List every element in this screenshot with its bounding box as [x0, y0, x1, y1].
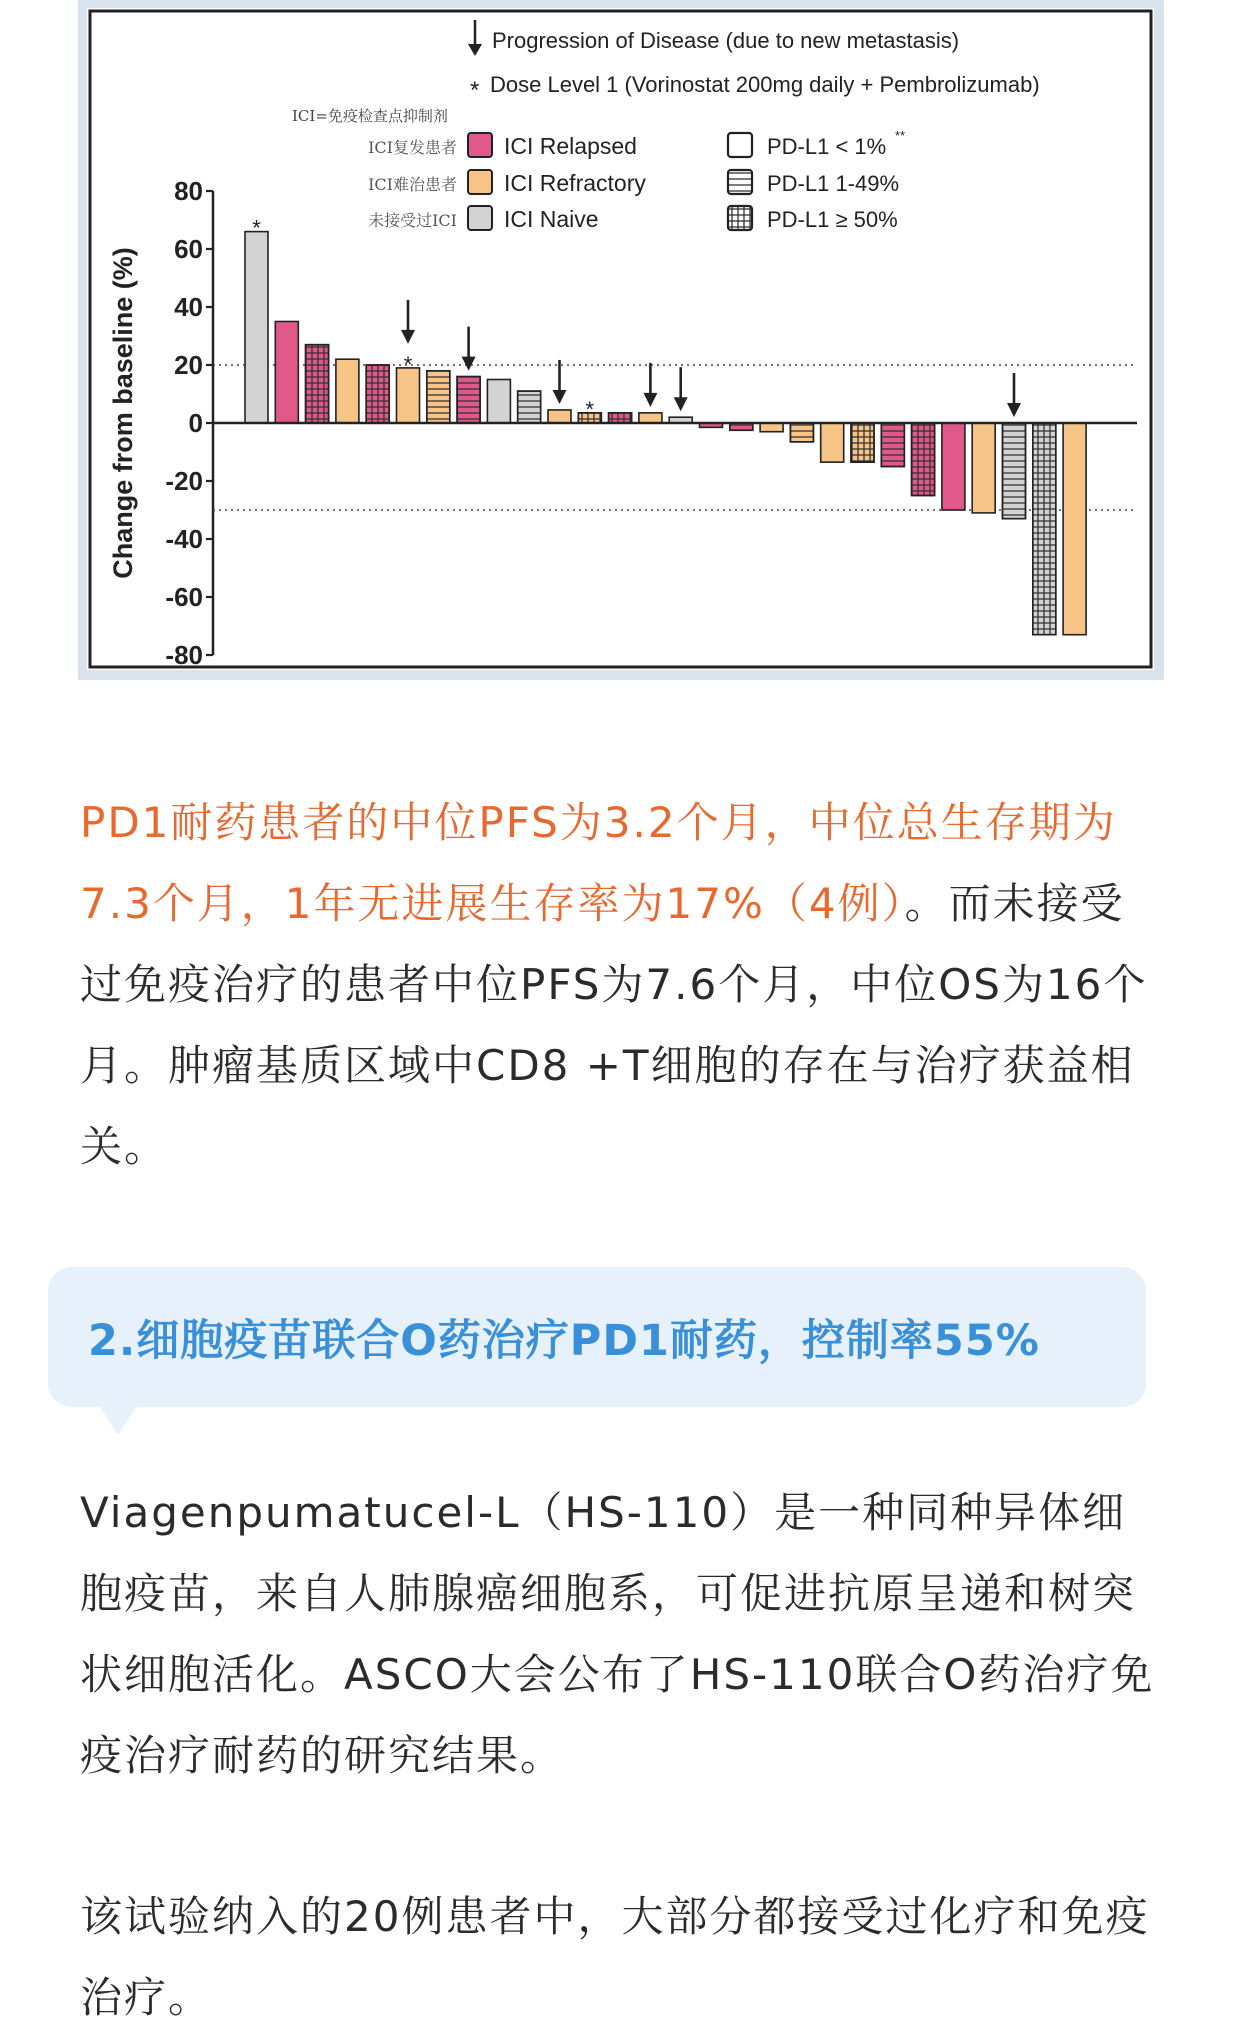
- progression-arrow-head: [401, 330, 415, 344]
- y-tick-label: 20: [174, 350, 203, 380]
- dose-level-star: *: [252, 215, 261, 241]
- bar-pattern: [912, 423, 935, 496]
- paragraph-pfs: [80, 782, 1162, 1187]
- legend-pdl1-low-label: PD-L1 < 1%: [767, 134, 887, 159]
- paragraph-pfs-highlight: PD1耐药患者的中位PFS为3.2个月，中位总生存期为7.3个月，1年无进展生存率为17%（4例）: [80, 798, 1117, 928]
- legend-refractory-label: ICI Refractory: [504, 170, 646, 196]
- bar-pattern: [1003, 423, 1026, 519]
- legend-group-naive: [368, 206, 598, 232]
- legend-pdl1-high: [728, 206, 898, 232]
- waterfall-chart: [87, 8, 1154, 670]
- bar: [548, 410, 571, 423]
- paragraph-trial: 该试验纳入的20例患者中，大部分都接受过化疗和免疫治疗。: [80, 1892, 1150, 2022]
- legend-group-refractory: [368, 170, 646, 196]
- bar-pattern: [1033, 423, 1056, 635]
- legend-relapsed-swatch: [468, 133, 492, 157]
- legend-naive-swatch: [468, 206, 492, 230]
- bar-pattern: [790, 423, 813, 442]
- legend-refractory-swatch: [468, 170, 492, 194]
- y-tick-label: 40: [174, 292, 203, 322]
- progression-arrow-head: [1007, 403, 1021, 417]
- y-tick-label: 80: [174, 176, 203, 206]
- figure-canvas: [87, 8, 1154, 670]
- bar-pattern: [609, 413, 632, 423]
- legend-pdl1-high-swatch: [728, 206, 752, 230]
- legend-pdl1-mid-swatch: [728, 170, 752, 194]
- y-tick-label: -20: [165, 466, 203, 496]
- waterfall-figure: [78, 0, 1164, 680]
- legend-dose-label: Dose Level 1 (Vorinostat 200mg daily + Pembrolizumab): [490, 72, 1040, 97]
- bar-pattern: [457, 377, 480, 423]
- bar: [972, 423, 995, 513]
- bar: [942, 423, 965, 510]
- y-tick-label: 60: [174, 234, 203, 264]
- dose-level-star: *: [403, 351, 413, 377]
- bar-pattern: [881, 423, 904, 467]
- legend-dose-symbol: *: [470, 77, 480, 104]
- bar: [245, 232, 268, 423]
- y-tick-label: -40: [165, 524, 203, 554]
- legend-relapsed-cn: ICI复发患者: [368, 138, 457, 157]
- bar-pattern: [306, 345, 329, 423]
- bar: [487, 380, 510, 424]
- bar: [1063, 423, 1086, 635]
- section-callout: [48, 1267, 1146, 1407]
- dose-level-star: *: [585, 396, 595, 422]
- bar: [821, 423, 844, 462]
- y-axis-title: Change from baseline (%): [108, 247, 138, 579]
- legend-naive-cn: 未接受过ICI: [368, 211, 457, 230]
- legend-naive-label: ICI Naive: [504, 206, 599, 232]
- legend-pdl1-high-label: PD-L1 ≥ 50%: [767, 207, 898, 232]
- bar-pattern: [851, 423, 874, 462]
- bar: [639, 413, 662, 423]
- legend-ici-note: ICI=免疫检查点抑制剂: [292, 107, 448, 125]
- y-tick-label: -60: [165, 582, 203, 612]
- legend-pdl1-mid-label: PD-L1 1-49%: [767, 171, 900, 196]
- paragraph-hs110: Viagenpumatucel-L（HS-110）是一种同种异体细胞疫苗，来自人肺腺癌细胞系，可促进抗原呈递和树突状细胞活化。ASCO大会公布了HS-110联合O药治疗免疫治疗耐药的研究结果。: [80, 1488, 1155, 1780]
- legend-refractory-cn: ICI难治患者: [368, 175, 457, 194]
- legend-pdl1-low-swatch: [728, 133, 752, 157]
- progression-arrow-head: [643, 393, 657, 407]
- bars: [245, 232, 1086, 635]
- bar-pattern: [427, 371, 450, 423]
- bar: [336, 359, 359, 423]
- y-axis: [165, 176, 213, 670]
- legend-progression: [468, 20, 959, 56]
- progression-arrow-head: [462, 357, 476, 371]
- legend-progression-label: Progression of Disease (due to new metastasis): [492, 28, 960, 53]
- progression-arrow-head: [553, 390, 567, 404]
- legend-group-relapsed: [368, 133, 637, 159]
- bar: [760, 423, 783, 432]
- paragraph-pfs-rest: 。而未接受过免疫治疗的患者中位PFS为7.6个月，中位OS为16个月。肿瘤基质区域中CD8 +T细胞的存在与治疗获益相关。: [80, 879, 1148, 1171]
- legend-relapsed-label: ICI Relapsed: [504, 133, 637, 159]
- legend-pdl1-low: [728, 128, 905, 159]
- bar-pattern: [518, 391, 541, 423]
- y-tick-label: -80: [165, 640, 203, 670]
- section-title: 2.细胞疫苗联合O药治疗PD1耐药，控制率55%: [88, 1315, 1040, 1366]
- legend-pdl1-low-sup: **: [895, 128, 906, 143]
- bar-pattern: [366, 365, 389, 423]
- bar: [275, 322, 298, 424]
- progression-arrow-head: [674, 397, 688, 411]
- y-tick-label: 0: [188, 408, 203, 438]
- legend-pdl1-mid: [728, 170, 899, 196]
- legend-dose-level: [470, 72, 1040, 104]
